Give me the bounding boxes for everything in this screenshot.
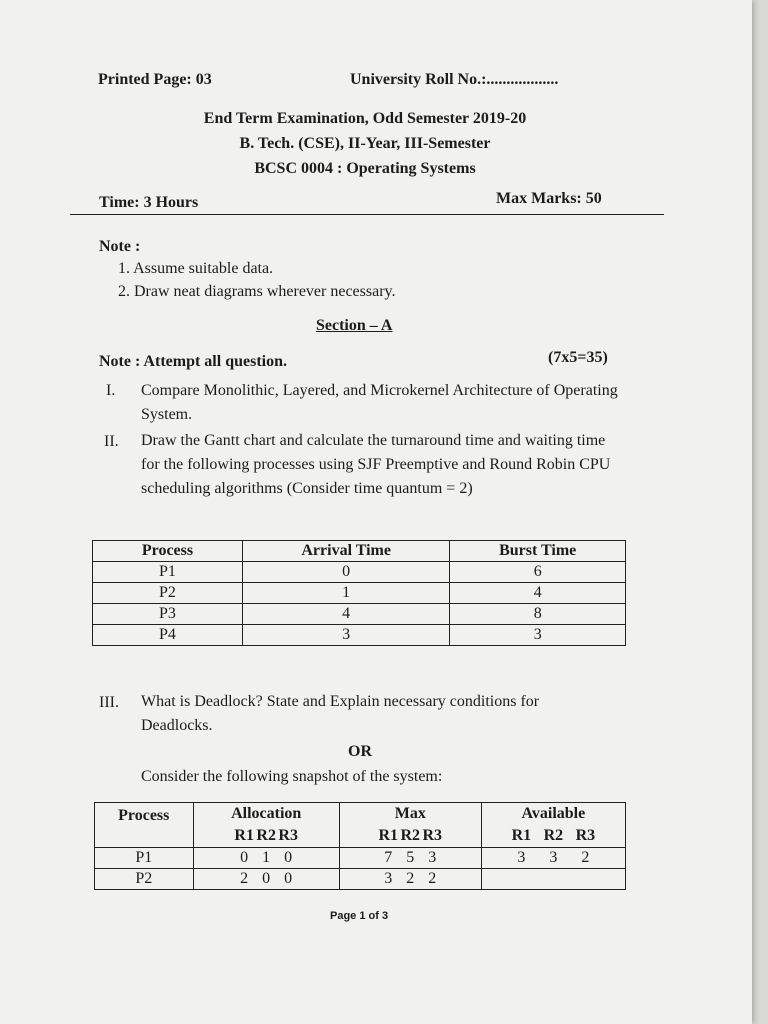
printed-page: Printed Page: 03 bbox=[98, 71, 212, 88]
value: 0 bbox=[284, 870, 293, 887]
value: 2 bbox=[581, 849, 590, 866]
or-label: OR bbox=[348, 743, 372, 760]
table-cell: 3 bbox=[450, 625, 626, 646]
snapshot-text: Consider the following snapshot of the system: bbox=[141, 768, 443, 785]
resource-label: R2 bbox=[256, 827, 276, 844]
value: 2 bbox=[406, 870, 415, 887]
process-table bbox=[92, 540, 626, 646]
available-cell bbox=[481, 848, 625, 869]
resource-label: R3 bbox=[422, 827, 443, 844]
exam-title: End Term Examination, Odd Semester 2019-20 bbox=[203, 110, 527, 127]
table-row bbox=[93, 625, 626, 646]
table-header: Process bbox=[93, 541, 243, 562]
table-cell: 0 bbox=[242, 562, 449, 583]
program-line: B. Tech. (CSE), II-Year, III-Semester bbox=[239, 135, 491, 152]
value: 3 bbox=[428, 849, 437, 866]
table-cell: P3 bbox=[93, 604, 243, 625]
allocation-cell bbox=[193, 869, 339, 890]
note-item: 2. Draw neat diagrams wherever necessary. bbox=[118, 283, 396, 300]
table-cell: P1 bbox=[95, 848, 194, 869]
university-roll-no: University Roll No.:.................. bbox=[350, 71, 559, 88]
value: 7 bbox=[384, 849, 393, 866]
resource-label: R3 bbox=[278, 827, 298, 844]
max-resource-headers bbox=[339, 825, 481, 848]
table-row bbox=[95, 869, 626, 890]
table-cell: 6 bbox=[450, 562, 626, 583]
question-text: What is Deadlock? State and Explain necessary conditions for Deadlocks. bbox=[141, 693, 540, 734]
value: 3 bbox=[549, 849, 558, 866]
value: 1 bbox=[262, 849, 271, 866]
value: 3 bbox=[384, 870, 393, 887]
table-cell: P2 bbox=[95, 869, 194, 890]
resource-label: R1 bbox=[378, 827, 399, 844]
resource-label: R1 bbox=[511, 827, 532, 844]
table-row bbox=[93, 562, 626, 583]
max-cell bbox=[339, 869, 481, 890]
available-resource-headers bbox=[481, 825, 625, 848]
note-item: 1. Assume suitable data. bbox=[118, 260, 274, 277]
question-number: I. bbox=[106, 382, 116, 399]
table-header: Available bbox=[481, 803, 625, 826]
table-cell: 4 bbox=[242, 604, 449, 625]
table-header: Process bbox=[95, 803, 194, 848]
table-cell: 8 bbox=[450, 604, 626, 625]
available-cell bbox=[481, 869, 625, 890]
question-text: Compare Monolithic, Layered, and Microkernel Architecture of Operating System. bbox=[141, 382, 618, 423]
table-cell: P1 bbox=[93, 562, 243, 583]
table-header: Burst Time bbox=[450, 541, 626, 562]
table-header: Max bbox=[339, 803, 481, 826]
table-header: Allocation bbox=[193, 803, 339, 826]
table-cell: 4 bbox=[450, 583, 626, 604]
question-number: II. bbox=[104, 433, 119, 450]
value: 0 bbox=[240, 849, 249, 866]
resource-label: R2 bbox=[543, 827, 564, 844]
question-text: Draw the Gantt chart and calculate the turnaround time and waiting time for the following processes using SJF Preemptive and Round Robin CPU scheduling algorithms (Consider time quantum = 2) bbox=[141, 432, 611, 497]
table-row bbox=[93, 583, 626, 604]
table-cell: 1 bbox=[242, 583, 449, 604]
table-cell: P4 bbox=[93, 625, 243, 646]
resource-label: R2 bbox=[400, 827, 421, 844]
value: 3 bbox=[517, 849, 526, 866]
page-number: Page 1 of 3 bbox=[330, 910, 389, 922]
table-cell: 3 bbox=[242, 625, 449, 646]
resource-label: R3 bbox=[575, 827, 596, 844]
table-header-row bbox=[95, 803, 626, 826]
max-cell bbox=[339, 848, 481, 869]
header-divider bbox=[70, 214, 664, 215]
value: 5 bbox=[406, 849, 415, 866]
alloc-resource-headers bbox=[193, 825, 339, 848]
value: 0 bbox=[284, 849, 293, 866]
course-line: BCSC 0004 : Operating Systems bbox=[254, 160, 476, 177]
time-label: Time: 3 Hours bbox=[99, 194, 199, 211]
section-title: Section – A bbox=[316, 317, 393, 334]
table-row bbox=[93, 604, 626, 625]
value: 0 bbox=[262, 870, 271, 887]
table-header: Arrival Time bbox=[242, 541, 449, 562]
table-header-row bbox=[93, 541, 626, 562]
value: 2 bbox=[428, 870, 437, 887]
resource-table bbox=[94, 802, 626, 890]
note-label: Note : bbox=[99, 238, 141, 255]
value: 2 bbox=[240, 870, 249, 887]
section-instruction: Note : Attempt all question. bbox=[99, 353, 287, 370]
resource-label: R1 bbox=[234, 827, 254, 844]
question-number: III. bbox=[99, 694, 119, 711]
table-row bbox=[95, 848, 626, 869]
section-marks: (7x5=35) bbox=[548, 349, 608, 366]
allocation-cell bbox=[193, 848, 339, 869]
max-marks: Max Marks: 50 bbox=[496, 190, 602, 207]
table-cell: P2 bbox=[93, 583, 243, 604]
